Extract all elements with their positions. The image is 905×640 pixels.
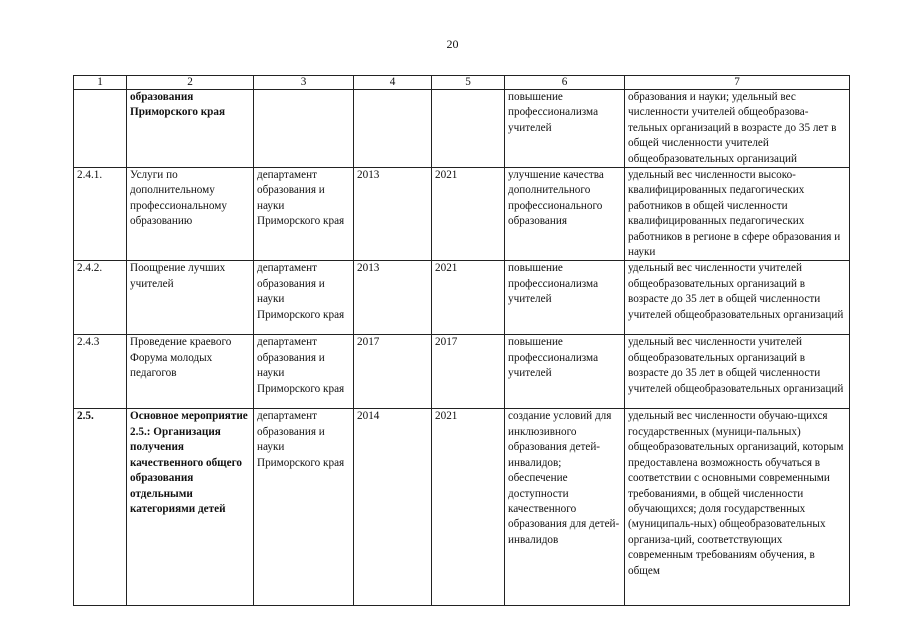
responsible-executor-cell: департамент образования и науки Приморского края (254, 335, 354, 409)
end-year-cell: 2021 (432, 409, 505, 606)
table-row (74, 168, 850, 261)
header-cell-6: 6 (505, 76, 625, 90)
start-year-cell: 2014 (354, 409, 432, 606)
indicator-link-cell: удельный вес численности обучаю-щихся государственных (муници-пальных) общеобразовательных организаций, которым предоставлена возможность обучаться в соответствии с основными современными требованиями, в общей численности обучающихся; доля государственных (муниципаль-ных) общеобразовательных организа-ций, соответствующих современным требованиям обучения, в общем (625, 409, 850, 606)
end-year-cell: 2021 (432, 168, 505, 261)
indicator-link-cell: удельный вес численности учителей общеобразовательных организаций в возрасте до 35 лет в общей численности учителей общеобразовательных организаций (625, 335, 850, 409)
header-cell-7: 7 (625, 76, 850, 90)
responsible-executor-cell: департамент образования и науки Приморского края (254, 168, 354, 261)
table-row (74, 261, 850, 335)
item-number-cell: 2.4.2. (74, 261, 127, 335)
header-row (74, 76, 850, 90)
header-cell-5: 5 (432, 76, 505, 90)
header-cell-3: 3 (254, 76, 354, 90)
table-row (74, 335, 850, 409)
item-name-cell: Поощрение лучших учителей (127, 261, 254, 335)
responsible-executor-cell: департамент образования и науки Приморского края (254, 409, 354, 606)
table-row (74, 409, 850, 606)
indicator-link-cell: удельный вес численности высоко-квалифицированных педагогических работников в общей численности квалифицированных педагогических работников в регионе в сфере образования и науки (625, 168, 850, 261)
responsible-executor-cell (254, 90, 354, 168)
end-year-cell: 2017 (432, 335, 505, 409)
measures-table (73, 75, 850, 606)
header-cell-4: 4 (354, 76, 432, 90)
table-row (74, 90, 850, 168)
item-number-cell: 2.5. (74, 409, 127, 606)
start-year-cell: 2013 (354, 261, 432, 335)
expected-result-cell: повышение профессионализма учителей (505, 335, 625, 409)
expected-result-cell: улучшение качества дополнительного профессионального образования (505, 168, 625, 261)
page-number: 20 (446, 37, 459, 51)
item-name-cell: Основное мероприятие 2.5.: Организация получения качественного общего образования отдельными категориями детей (127, 409, 254, 606)
start-year-cell (354, 90, 432, 168)
expected-result-cell: создание условий для инклюзивного образования детей-инвалидов; обеспечение доступности качественного образования для детей-инвалидов (505, 409, 625, 606)
indicator-link-cell: образования и науки; удельный вес численности учителей общеобразова-тельных организаций в возрасте до 35 лет в общей численности учителей общеобразовательных организаций (625, 90, 850, 168)
item-number-cell: 2.4.1. (74, 168, 127, 261)
responsible-executor-cell: департамент образования и науки Приморского края (254, 261, 354, 335)
item-name-cell: образования Приморского края (127, 90, 254, 168)
start-year-cell: 2017 (354, 335, 432, 409)
expected-result-cell: повышение профессионализма учителей (505, 261, 625, 335)
header-cell-2: 2 (127, 76, 254, 90)
item-number-cell: 2.4.3 (74, 335, 127, 409)
indicator-link-cell: удельный вес численности учителей общеобразовательных организаций в возрасте до 35 лет в общей численности учителей общеобразовательных организаций (625, 261, 850, 335)
item-number-cell (74, 90, 127, 168)
item-name-cell: Услуги по дополнительному профессиональному образованию (127, 168, 254, 261)
end-year-cell: 2021 (432, 261, 505, 335)
expected-result-cell: повышение профессионализма учителей (505, 90, 625, 168)
item-name-cell: Проведение краевого Форума молодых педагогов (127, 335, 254, 409)
header-cell-1: 1 (74, 76, 127, 90)
start-year-cell: 2013 (354, 168, 432, 261)
end-year-cell (432, 90, 505, 168)
